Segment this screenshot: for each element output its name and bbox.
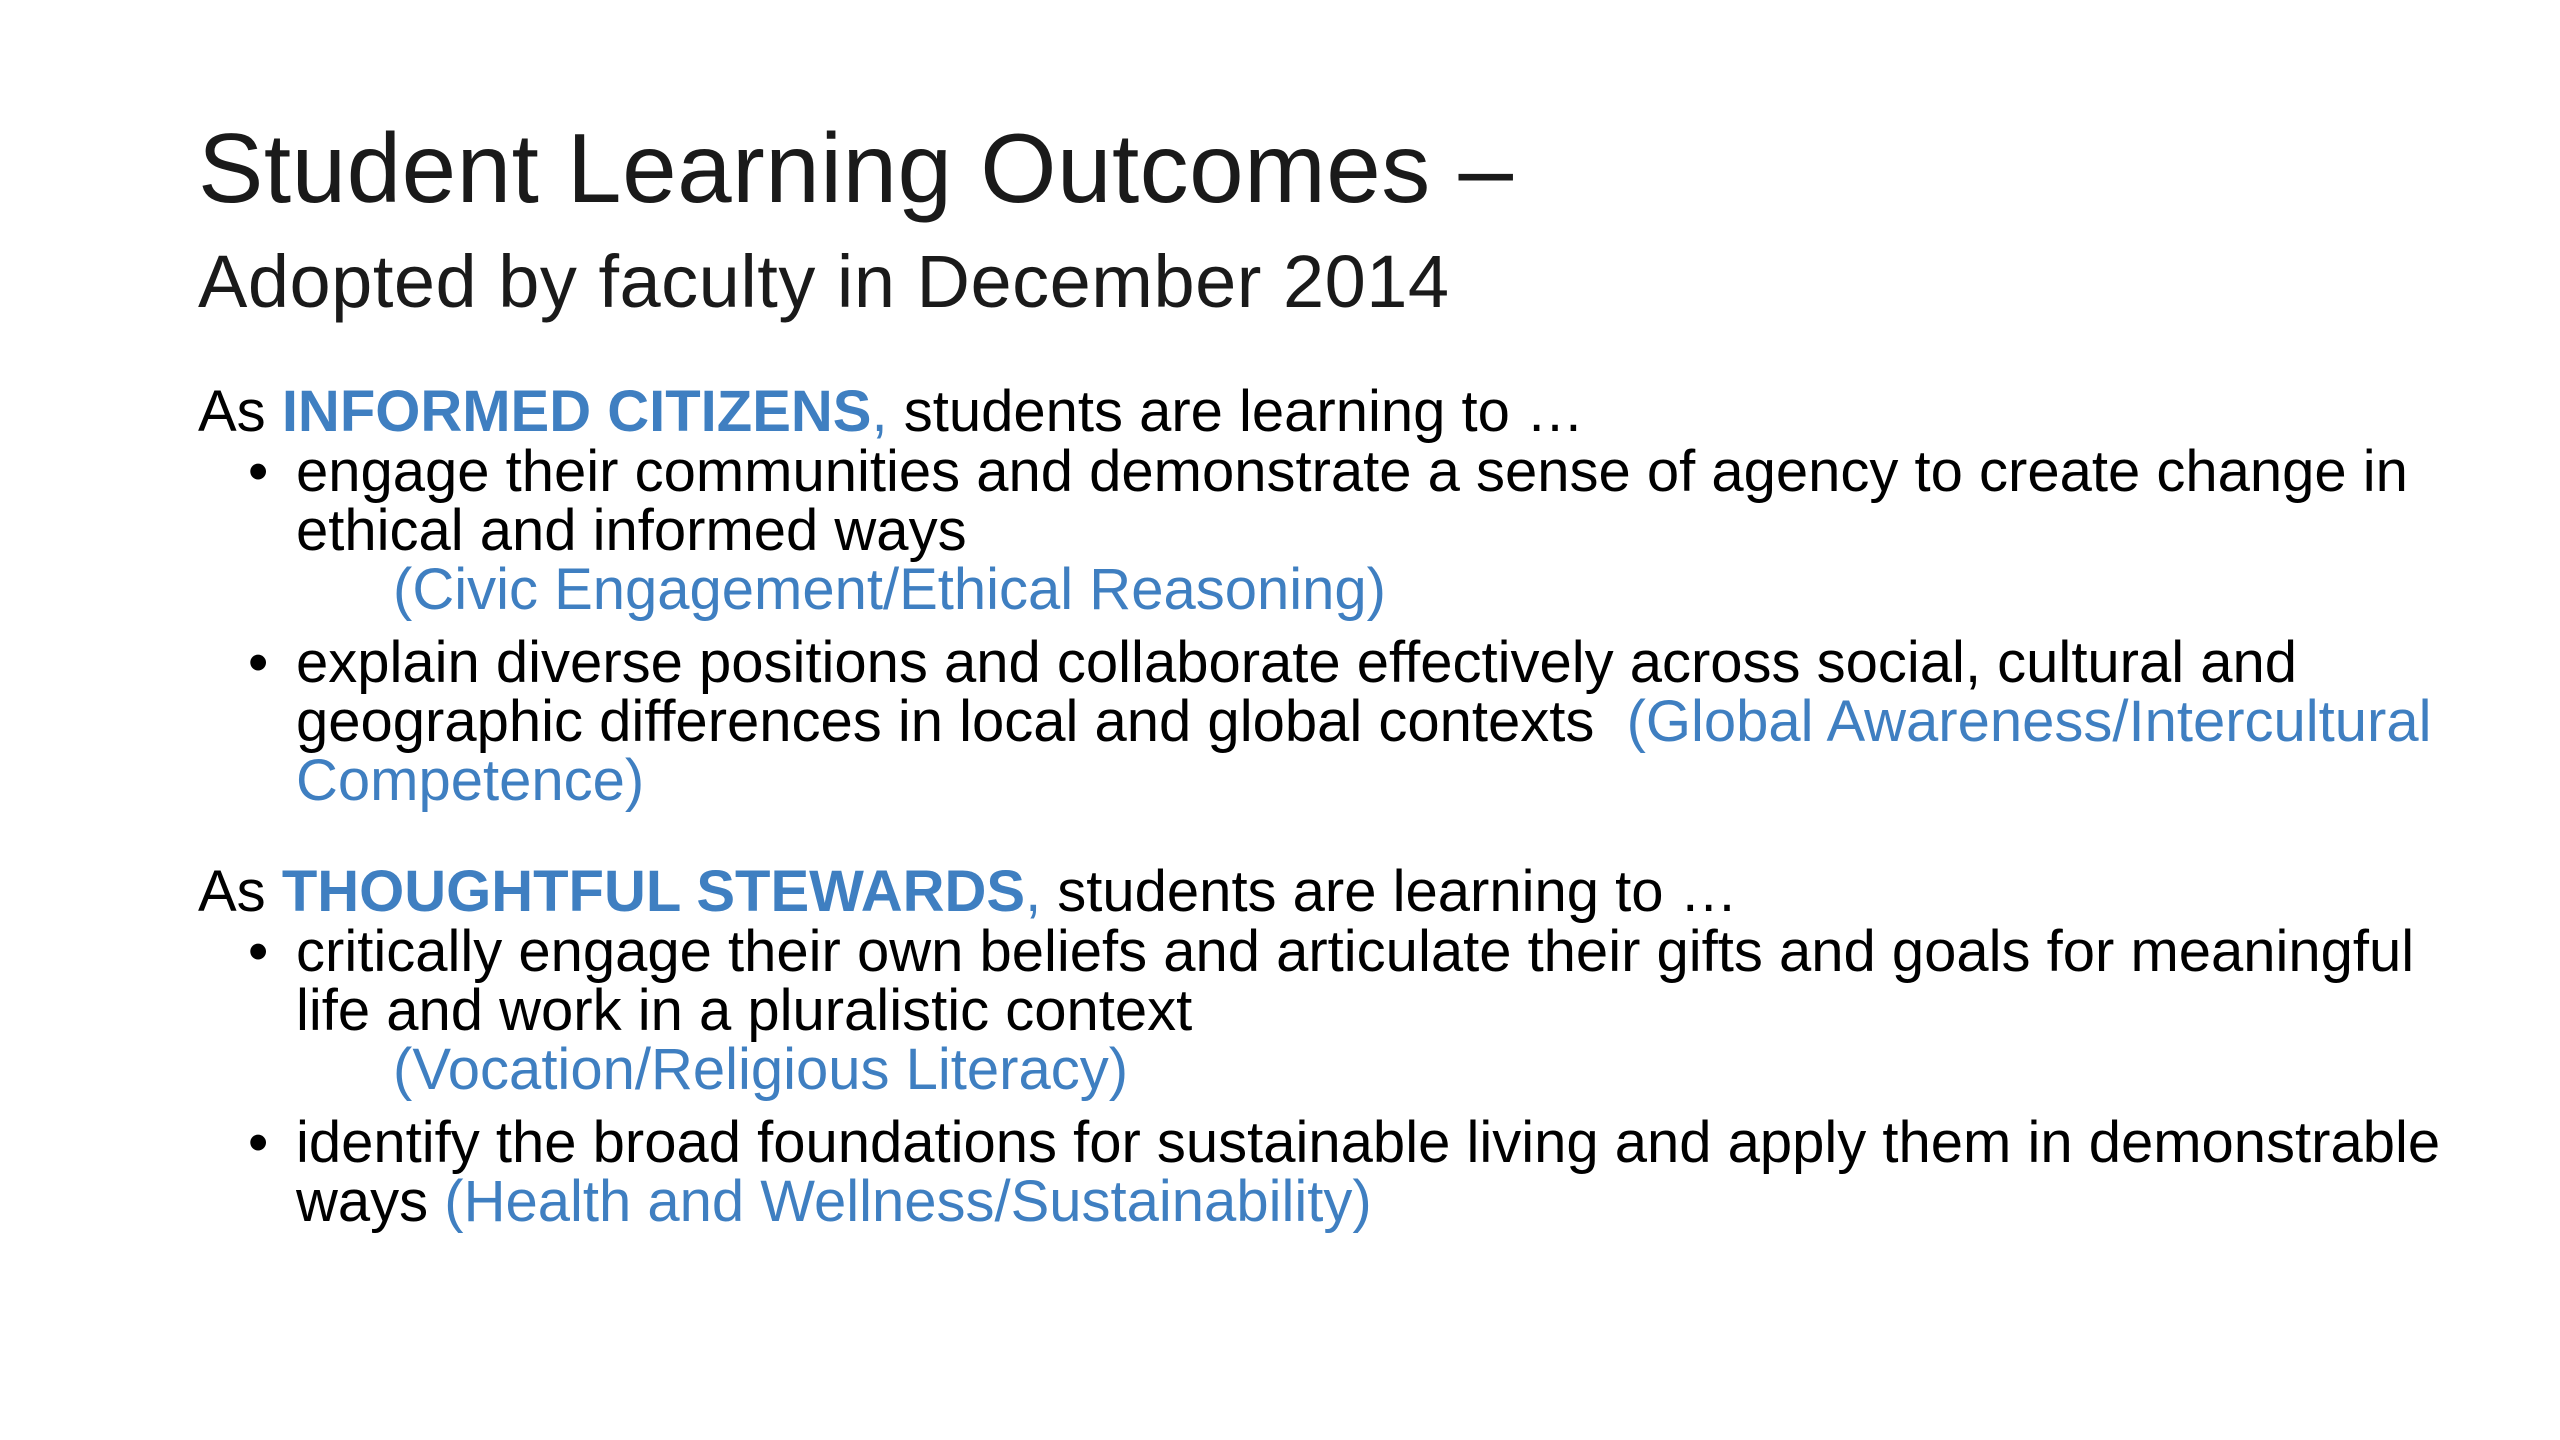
lead-prefix: As [198, 379, 282, 444]
section-lead [198, 379, 2448, 444]
bullet-text: explain diverse positions and collaborate effectively across social, cultural and geographic differences in local and global contexts [296, 630, 2298, 754]
section-lead [198, 859, 2448, 924]
bullet-icon: • [248, 439, 269, 504]
section-informed-citizens [198, 379, 2448, 813]
lead-suffix: students are learning to … [1041, 859, 1738, 924]
bullet-list [198, 919, 2448, 1234]
bullet-text: engage their communities and demonstrate a sense of agency to create change in ethical and informed ways [296, 439, 2408, 563]
bullet-icon: • [248, 919, 269, 984]
bullet-text: identify the broad foundations for sustainable living and apply them in demonstrable ways [296, 1110, 2441, 1234]
bullet-list [198, 439, 2448, 813]
bullet-icon: • [248, 1110, 269, 1175]
outcome-reference: (Vocation/Religious Literacy) [393, 1037, 1129, 1102]
lead-suffix: students are learning to … [887, 379, 1585, 444]
bullet-text: critically engage their own beliefs and articulate their gifts and goals for meaningful life and work in a pluralistic context [296, 919, 2415, 1043]
section-keyword: INFORMED CITIZENS [281, 379, 872, 444]
section-thoughtful-stewards [198, 859, 2448, 1234]
outcome-reference: (Health and Wellness/Sustainability) [444, 1169, 1372, 1234]
list-item [198, 1110, 2448, 1234]
list-item [198, 919, 2448, 1102]
slide-title: Student Learning Outcomes – [198, 113, 1514, 223]
outcome-reference: (Global Awareness/Intercultural Competence) [296, 689, 2432, 813]
list-item [198, 439, 2448, 622]
lead-comma: , [1025, 859, 1042, 924]
section-keyword: THOUGHTFUL STEWARDS [281, 859, 1026, 924]
title-block [198, 108, 2398, 332]
lead-prefix: As [198, 859, 282, 924]
outcome-reference: (Civic Engagement/Ethical Reasoning) [393, 557, 1386, 622]
slide-subtitle: Adopted by faculty in December 2014 [198, 240, 1450, 323]
bullet-icon: • [248, 630, 269, 695]
lead-comma: , [871, 379, 888, 444]
list-item [198, 630, 2448, 813]
slide-body [198, 379, 2448, 1283]
